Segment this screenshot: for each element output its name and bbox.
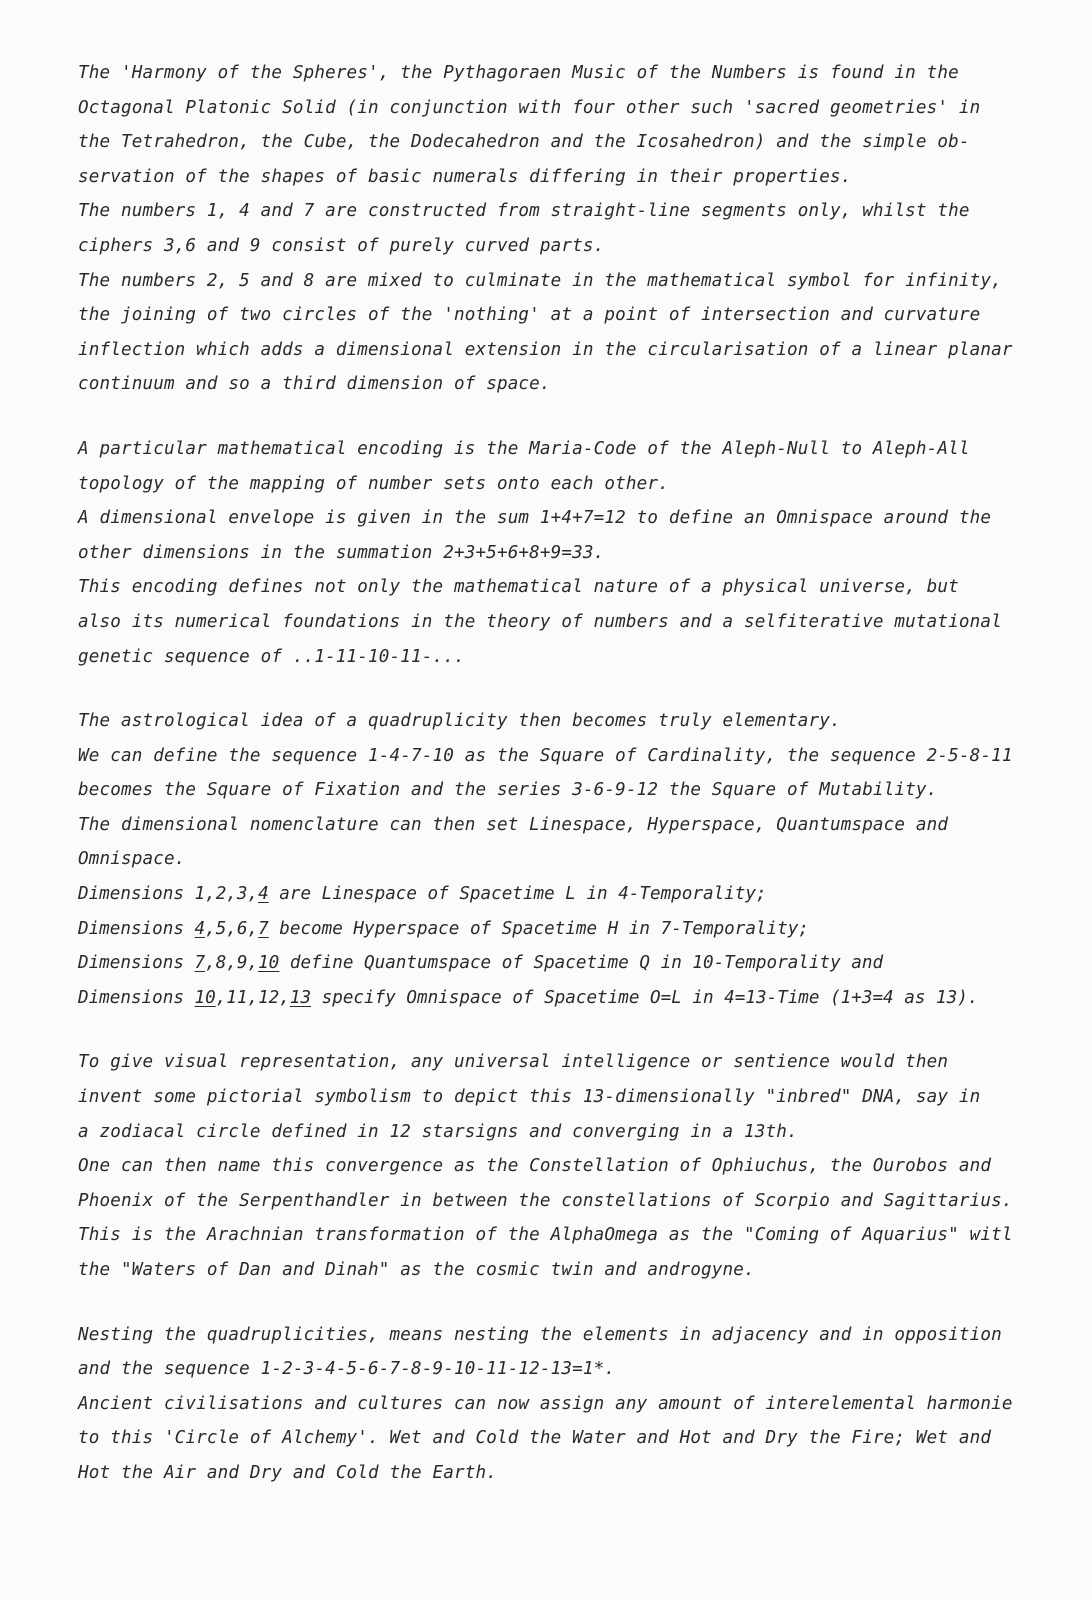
text-line: a zodiacal circle defined in 12 starsigns and converging in a 13th. [78,1121,798,1142]
text-line: Ancient civilisations and cultures can now assign any amount of interelemental harmonie [78,1393,1013,1414]
paragraph-visual-representation [78,1045,1092,1287]
dimensions-line [78,912,1092,947]
text-line: inflection which adds a dimensional extension in the circularisation of a linear planar [78,339,1013,360]
paragraph-maria-code [78,432,1092,674]
dimensions-line [78,946,1092,981]
dimensions-line [78,981,1092,1016]
text-line: servation of the shapes of basic numerals differing in their properties. [78,166,852,187]
text-line: The numbers 1, 4 and 7 are constructed from straight-line segments only, whilst the [78,201,970,222]
dimensions-description: define Quantumspace of Spacetime Q in 10-Temporality and [279,953,884,974]
typewritten-text [78,56,1092,1521]
text-line: One can then name this convergence as the Constellation of Ophiuchus, the Ourobos and [78,1156,992,1177]
text-line: ciphers 3,6 and 9 consist of purely curved parts. [78,235,605,256]
text-line: The astrological idea of a quadruplicity then becomes truly elementary. [78,711,841,732]
dimensions-description: specify Omnispace of Spacetime O=L in 4=13-Time (1+3=4 as 13). [311,987,979,1008]
underlined-number: 10 [258,953,280,974]
text-line: A dimensional envelope is given in the sum 1+4+7=12 to define an Omnispace around the [78,508,992,529]
underlined-number: 4 [194,918,206,939]
underlined-number: 10 [194,987,216,1008]
text-line: Phoenix of the Serpenthandler in between the constellations of Scorpio and Sagittarius. [78,1190,1013,1211]
underlined-number: 4 [258,884,269,905]
text-line: to this 'Circle of Alchemy'. Wet and Cold the Water and Hot and Dry the Fire; Wet and [78,1428,992,1449]
underlined-number: 7 [258,918,269,939]
text-line: Octagonal Platonic Solid (in conjunction with four other such 'sacred geometries' in [78,97,981,118]
dimensions-middle: ,11,12, [215,987,290,1008]
paragraph-harmony [78,56,1092,402]
text-line: topology of the mapping of number sets onto each other. [78,473,669,494]
dimensions-description: are Linespace of Spacetime L in 4-Temporality; [268,884,767,905]
text-line: A particular mathematical encoding is the Maria-Code of the Aleph-Null to Aleph-All [78,438,970,459]
text-line: the joining of two circles of the 'nothing' at a point of intersection and curvature [78,305,981,326]
text-line: invent some pictorial symbolism to depict this 13-dimensionally "inbred" DNA, say in [78,1087,981,1108]
text-line: To give visual representation, any universal intelligence or sentience would then [78,1052,949,1073]
text-line: and the sequence 1-2-3-4-5-6-7-8-9-10-11-12-13=1*. [78,1359,616,1380]
underlined-number: 7 [194,953,206,974]
text-line: The dimensional nomenclature can then set Linespace, Hyperspace, Quantumspace and [78,814,949,835]
text-line: becomes the Square of Fixation and the series 3-6-9-12 the Square of Mutability. [78,780,938,801]
text-line: The numbers 2, 5 and 8 are mixed to culminate in the mathematical symbol for infinity, [78,270,1002,291]
text-line: the Tetrahedron, the Cube, the Dodecahedron and the Icosahedron) and the simple ob- [78,132,970,153]
text-line: Nesting the quadruplicities, means nesting the elements in adjacency and in opposition [78,1324,1002,1345]
text-line: Hot the Air and Dry and Cold the Earth. [78,1462,497,1483]
text-line: genetic sequence of ..1-11-10-11-... [78,646,465,667]
dimensions-prefix: Dimensions [78,953,195,974]
dimensions-prefix: Dimensions [78,918,195,939]
text-line: Omnispace. [78,849,186,870]
text-line: continuum and so a third dimension of space. [78,374,551,395]
paragraph-nesting [78,1318,1092,1491]
dimensions-line [78,877,1092,912]
text-line: the "Waters of Dan and Dinah" as the cosmic twin and androgyne. [78,1260,755,1280]
paragraph-quadruplicity [78,704,1092,1015]
dimensions-middle: ,8,9, [205,953,259,974]
dimensions-prefix: Dimensions 1,2,3, [78,884,259,905]
dimensions-prefix: Dimensions [78,987,195,1008]
text-line: This encoding defines not only the mathematical nature of a physical universe, but [78,577,959,598]
underlined-number: 13 [289,987,312,1008]
text-line: We can define the sequence 1-4-7-10 as the Square of Cardinality, the sequence 2-5-8-11 [78,745,1013,766]
dimensions-middle: ,5,6, [205,918,259,939]
text-line: This is the Arachnian transformation of the AlphaOmega as the "Coming of Aquarius" witl [78,1225,1013,1246]
text-line: other dimensions in the summation 2+3+5+6+8+9=33. [78,542,605,563]
dimensions-description: become Hyperspace of Spacetime H in 7-Temporality; [268,918,809,939]
text-line: also its numerical foundations in the theory of numbers and a selfiterative mutational [78,611,1002,632]
text-line: The 'Harmony of the Spheres', the Pythagoraen Music of the Numbers is found in the [78,63,959,83]
